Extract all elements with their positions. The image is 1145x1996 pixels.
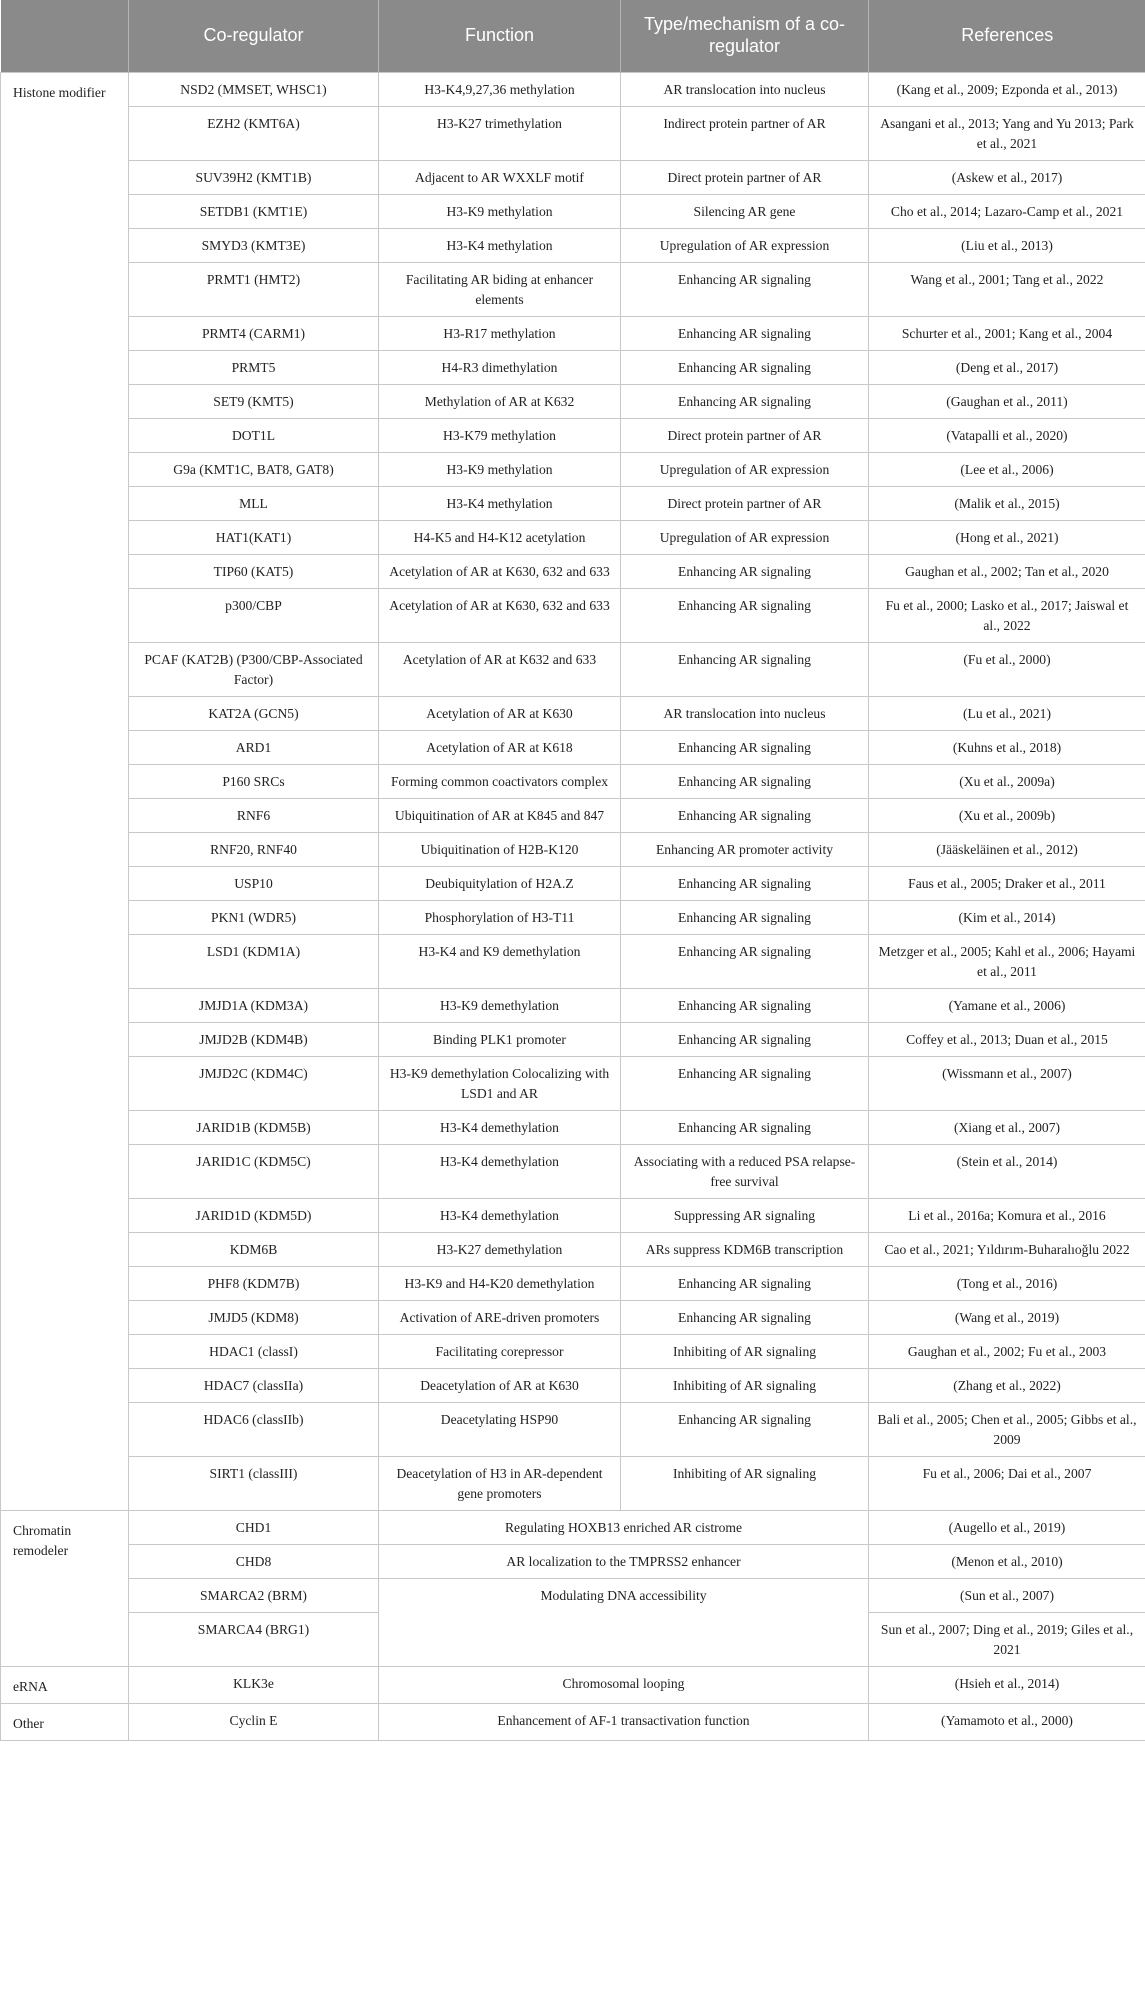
co-regulator-cell: EZH2 (KMT6A) xyxy=(129,107,379,161)
table-row xyxy=(1,867,1145,901)
description-cell: Modulating DNA accessibility xyxy=(379,1579,869,1667)
references-cell: (Menon et al., 2010) xyxy=(869,1545,1145,1579)
header-references: References xyxy=(869,0,1145,73)
co-regulator-cell: JMJD2B (KDM4B) xyxy=(129,1023,379,1057)
type-mechanism-cell: Enhancing AR signaling xyxy=(621,935,869,989)
type-mechanism-cell: Direct protein partner of AR xyxy=(621,419,869,453)
references-cell: Sun et al., 2007; Ding et al., 2019; Giles et al., 2021 xyxy=(869,1613,1145,1667)
function-cell: H3-K4,9,27,36 methylation xyxy=(379,73,621,107)
references-cell: Fu et al., 2006; Dai et al., 2007 xyxy=(869,1457,1145,1511)
type-mechanism-cell: Enhancing AR signaling xyxy=(621,1403,869,1457)
table-row xyxy=(1,989,1145,1023)
table-row xyxy=(1,229,1145,263)
type-mechanism-cell: Enhancing AR signaling xyxy=(621,1267,869,1301)
references-cell: Asangani et al., 2013; Yang and Yu 2013; Park et al., 2021 xyxy=(869,107,1145,161)
references-cell: (Fu et al., 2000) xyxy=(869,643,1145,697)
references-cell: (Xu et al., 2009b) xyxy=(869,799,1145,833)
co-regulator-cell: SMARCA2 (BRM) xyxy=(129,1579,379,1613)
function-cell: Ubiquitination of H2B-K120 xyxy=(379,833,621,867)
function-cell: Facilitating corepressor xyxy=(379,1335,621,1369)
table-row xyxy=(1,1145,1145,1199)
co-regulator-cell: PRMT1 (HMT2) xyxy=(129,263,379,317)
references-cell: Wang et al., 2001; Tang et al., 2022 xyxy=(869,263,1145,317)
co-regulator-cell: CHD8 xyxy=(129,1545,379,1579)
type-mechanism-cell: Enhancing AR signaling xyxy=(621,555,869,589)
table-row xyxy=(1,263,1145,317)
references-cell: (Xu et al., 2009a) xyxy=(869,765,1145,799)
function-cell: Acetylation of AR at K632 and 633 xyxy=(379,643,621,697)
references-cell: (Vatapalli et al., 2020) xyxy=(869,419,1145,453)
table-row xyxy=(1,765,1145,799)
type-mechanism-cell: Associating with a reduced PSA relapse-free survival xyxy=(621,1145,869,1199)
header-co-regulator: Co-regulator xyxy=(129,0,379,73)
type-mechanism-cell: Enhancing AR signaling xyxy=(621,1023,869,1057)
co-regulator-cell: HAT1(KAT1) xyxy=(129,521,379,555)
references-cell: Bali et al., 2005; Chen et al., 2005; Gibbs et al., 2009 xyxy=(869,1403,1145,1457)
co-regulator-cell: NSD2 (MMSET, WHSC1) xyxy=(129,73,379,107)
type-mechanism-cell: Enhancing AR signaling xyxy=(621,989,869,1023)
function-cell: Methylation of AR at K632 xyxy=(379,385,621,419)
header-group xyxy=(1,0,129,73)
co-regulator-cell: PRMT5 xyxy=(129,351,379,385)
type-mechanism-cell: Enhancing AR signaling xyxy=(621,351,869,385)
table-row xyxy=(1,1111,1145,1145)
co-regulator-cell: SETDB1 (KMT1E) xyxy=(129,195,379,229)
co-regulator-cell: G9a (KMT1C, BAT8, GAT8) xyxy=(129,453,379,487)
table-row xyxy=(1,799,1145,833)
function-cell: Forming common coactivators complex xyxy=(379,765,621,799)
co-regulator-cell: PRMT4 (CARM1) xyxy=(129,317,379,351)
type-mechanism-cell: Indirect protein partner of AR xyxy=(621,107,869,161)
table-row xyxy=(1,731,1145,765)
co-regulator-cell: LSD1 (KDM1A) xyxy=(129,935,379,989)
references-cell: (Augello et al., 2019) xyxy=(869,1511,1145,1545)
description-cell: AR localization to the TMPRSS2 enhancer xyxy=(379,1545,869,1579)
function-cell: Acetylation of AR at K630 xyxy=(379,697,621,731)
table-row xyxy=(1,317,1145,351)
co-regulator-cell: HDAC6 (classIIb) xyxy=(129,1403,379,1457)
co-regulator-cell: p300/CBP xyxy=(129,589,379,643)
type-mechanism-cell: Inhibiting of AR signaling xyxy=(621,1457,869,1511)
co-regulator-cell: KLK3e xyxy=(129,1667,379,1704)
table-row xyxy=(1,419,1145,453)
type-mechanism-cell: Enhancing AR signaling xyxy=(621,385,869,419)
co-regulator-cell: PHF8 (KDM7B) xyxy=(129,1267,379,1301)
co-regulator-cell: JMJD1A (KDM3A) xyxy=(129,989,379,1023)
references-cell: (Jääskeläinen et al., 2012) xyxy=(869,833,1145,867)
type-mechanism-cell: Enhancing AR signaling xyxy=(621,867,869,901)
references-cell: (Hsieh et al., 2014) xyxy=(869,1667,1145,1704)
co-regulator-cell: JARID1D (KDM5D) xyxy=(129,1199,379,1233)
type-mechanism-cell: Silencing AR gene xyxy=(621,195,869,229)
type-mechanism-cell: Direct protein partner of AR xyxy=(621,161,869,195)
function-cell: H3-K4 demethylation xyxy=(379,1199,621,1233)
references-cell: (Liu et al., 2013) xyxy=(869,229,1145,263)
references-cell: (Gaughan et al., 2011) xyxy=(869,385,1145,419)
function-cell: Facilitating AR biding at enhancer elements xyxy=(379,263,621,317)
co-regulator-cell: Cyclin E xyxy=(129,1704,379,1741)
co-regulator-cell: KDM6B xyxy=(129,1233,379,1267)
table-row xyxy=(1,73,1145,107)
function-cell: Ubiquitination of AR at K845 and 847 xyxy=(379,799,621,833)
references-cell: (Hong et al., 2021) xyxy=(869,521,1145,555)
table-row xyxy=(1,1457,1145,1511)
table-row xyxy=(1,1704,1145,1741)
type-mechanism-cell: Upregulation of AR expression xyxy=(621,521,869,555)
type-mechanism-cell: Direct protein partner of AR xyxy=(621,487,869,521)
table-row xyxy=(1,1579,1145,1613)
table-row xyxy=(1,1511,1145,1545)
references-cell: Metzger et al., 2005; Kahl et al., 2006; Hayami et al., 2011 xyxy=(869,935,1145,989)
table-row xyxy=(1,833,1145,867)
co-regulator-cell: PCAF (KAT2B) (P300/CBP-Associated Factor) xyxy=(129,643,379,697)
table-row xyxy=(1,589,1145,643)
co-regulator-cell: JMJD2C (KDM4C) xyxy=(129,1057,379,1111)
type-mechanism-cell: ARs suppress KDM6B transcription xyxy=(621,1233,869,1267)
references-cell: (Wang et al., 2019) xyxy=(869,1301,1145,1335)
co-regulator-cell: CHD1 xyxy=(129,1511,379,1545)
references-cell: Cho et al., 2014; Lazaro-Camp et al., 2021 xyxy=(869,195,1145,229)
function-cell: H3-K4 demethylation xyxy=(379,1111,621,1145)
function-cell: Binding PLK1 promoter xyxy=(379,1023,621,1057)
function-cell: Acetylation of AR at K630, 632 and 633 xyxy=(379,589,621,643)
references-cell: (Kuhns et al., 2018) xyxy=(869,731,1145,765)
co-regulator-cell: HDAC1 (classI) xyxy=(129,1335,379,1369)
type-mechanism-cell: Enhancing AR signaling xyxy=(621,1301,869,1335)
function-cell: Deacetylating HSP90 xyxy=(379,1403,621,1457)
co-regulator-cell: TIP60 (KAT5) xyxy=(129,555,379,589)
function-cell: H3-K4 and K9 demethylation xyxy=(379,935,621,989)
table-row xyxy=(1,521,1145,555)
table-row xyxy=(1,453,1145,487)
type-mechanism-cell: Suppressing AR signaling xyxy=(621,1199,869,1233)
function-cell: H3-K9 methylation xyxy=(379,195,621,229)
type-mechanism-cell: Enhancing AR signaling xyxy=(621,1057,869,1111)
table-row xyxy=(1,1233,1145,1267)
references-cell: (Tong et al., 2016) xyxy=(869,1267,1145,1301)
table-row xyxy=(1,901,1145,935)
type-mechanism-cell: Upregulation of AR expression xyxy=(621,453,869,487)
table-row xyxy=(1,1057,1145,1111)
table-row xyxy=(1,643,1145,697)
co-regulator-cell: SMARCA4 (BRG1) xyxy=(129,1613,379,1667)
table-row xyxy=(1,161,1145,195)
type-mechanism-cell: Enhancing AR signaling xyxy=(621,263,869,317)
type-mechanism-cell: Enhancing AR promoter activity xyxy=(621,833,869,867)
references-cell: (Askew et al., 2017) xyxy=(869,161,1145,195)
function-cell: H3-K9 methylation xyxy=(379,453,621,487)
type-mechanism-cell: Inhibiting of AR signaling xyxy=(621,1335,869,1369)
co-regulator-cell: SMYD3 (KMT3E) xyxy=(129,229,379,263)
references-cell: (Kang et al., 2009; Ezponda et al., 2013) xyxy=(869,73,1145,107)
table-row xyxy=(1,1667,1145,1704)
references-cell: (Xiang et al., 2007) xyxy=(869,1111,1145,1145)
references-cell: Fu et al., 2000; Lasko et al., 2017; Jaiswal et al., 2022 xyxy=(869,589,1145,643)
references-cell: (Lu et al., 2021) xyxy=(869,697,1145,731)
type-mechanism-cell: AR translocation into nucleus xyxy=(621,73,869,107)
table-row xyxy=(1,555,1145,589)
type-mechanism-cell: Enhancing AR signaling xyxy=(621,643,869,697)
table-row xyxy=(1,1335,1145,1369)
table-row xyxy=(1,1301,1145,1335)
co-regulator-cell: ARD1 xyxy=(129,731,379,765)
references-cell: (Lee et al., 2006) xyxy=(869,453,1145,487)
co-regulator-cell: PKN1 (WDR5) xyxy=(129,901,379,935)
function-cell: H3-K9 and H4-K20 demethylation xyxy=(379,1267,621,1301)
references-cell: Faus et al., 2005; Draker et al., 2011 xyxy=(869,867,1145,901)
table-row xyxy=(1,1267,1145,1301)
type-mechanism-cell: Enhancing AR signaling xyxy=(621,765,869,799)
co-regulator-cell: SUV39H2 (KMT1B) xyxy=(129,161,379,195)
type-mechanism-cell: Inhibiting of AR signaling xyxy=(621,1369,869,1403)
header-type-mechanism: Type/mechanism of a co-regulator xyxy=(621,0,869,73)
references-cell: (Deng et al., 2017) xyxy=(869,351,1145,385)
table-body xyxy=(1,73,1145,1741)
function-cell: H3-K4 demethylation xyxy=(379,1145,621,1199)
co-regulator-cell: JARID1B (KDM5B) xyxy=(129,1111,379,1145)
function-cell: H3-K4 methylation xyxy=(379,487,621,521)
type-mechanism-cell: Upregulation of AR expression xyxy=(621,229,869,263)
type-mechanism-cell: Enhancing AR signaling xyxy=(621,589,869,643)
table-row xyxy=(1,1023,1145,1057)
function-cell: H3-K9 demethylation Colocalizing with LSD1 and AR xyxy=(379,1057,621,1111)
table-row xyxy=(1,351,1145,385)
table-header-row xyxy=(1,0,1145,73)
type-mechanism-cell: Enhancing AR signaling xyxy=(621,799,869,833)
references-cell: Cao et al., 2021; Yıldırım-Buharalıoğlu 2022 xyxy=(869,1233,1145,1267)
table-row xyxy=(1,107,1145,161)
table-row xyxy=(1,697,1145,731)
description-cell: Regulating HOXB13 enriched AR cistrome xyxy=(379,1511,869,1545)
references-cell: (Yamane et al., 2006) xyxy=(869,989,1145,1023)
co-regulator-cell: KAT2A (GCN5) xyxy=(129,697,379,731)
description-cell: Enhancement of AF-1 transactivation function xyxy=(379,1704,869,1741)
function-cell: Deacetylation of AR at K630 xyxy=(379,1369,621,1403)
function-cell: Phosphorylation of H3-T11 xyxy=(379,901,621,935)
co-regulator-cell: RNF6 xyxy=(129,799,379,833)
header-function: Function xyxy=(379,0,621,73)
function-cell: H3-K4 methylation xyxy=(379,229,621,263)
group-label-other: Other xyxy=(1,1704,129,1741)
table-row xyxy=(1,935,1145,989)
type-mechanism-cell: AR translocation into nucleus xyxy=(621,697,869,731)
type-mechanism-cell: Enhancing AR signaling xyxy=(621,1111,869,1145)
co-regulator-cell: USP10 xyxy=(129,867,379,901)
function-cell: Deacetylation of H3 in AR-dependent gene promoters xyxy=(379,1457,621,1511)
references-cell: Gaughan et al., 2002; Tan et al., 2020 xyxy=(869,555,1145,589)
function-cell: H3-K27 demethylation xyxy=(379,1233,621,1267)
function-cell: Acetylation of AR at K630, 632 and 633 xyxy=(379,555,621,589)
co-regulator-cell: P160 SRCs xyxy=(129,765,379,799)
function-cell: Deubiquitylation of H2A.Z xyxy=(379,867,621,901)
type-mechanism-cell: Enhancing AR signaling xyxy=(621,317,869,351)
references-cell: (Stein et al., 2014) xyxy=(869,1145,1145,1199)
function-cell: H3-K27 trimethylation xyxy=(379,107,621,161)
co-regulator-cell: RNF20, RNF40 xyxy=(129,833,379,867)
table-row xyxy=(1,195,1145,229)
co-regulator-cell: SIRT1 (classIII) xyxy=(129,1457,379,1511)
table-row xyxy=(1,487,1145,521)
references-cell: (Zhang et al., 2022) xyxy=(869,1369,1145,1403)
table-row xyxy=(1,385,1145,419)
references-cell: Gaughan et al., 2002; Fu et al., 2003 xyxy=(869,1335,1145,1369)
table-row xyxy=(1,1199,1145,1233)
references-cell: (Sun et al., 2007) xyxy=(869,1579,1145,1613)
function-cell: Activation of ARE-driven promoters xyxy=(379,1301,621,1335)
references-cell: Li et al., 2016a; Komura et al., 2016 xyxy=(869,1199,1145,1233)
references-cell: (Wissmann et al., 2007) xyxy=(869,1057,1145,1111)
references-cell: Coffey et al., 2013; Duan et al., 2015 xyxy=(869,1023,1145,1057)
co-regulator-cell: HDAC7 (classIIa) xyxy=(129,1369,379,1403)
type-mechanism-cell: Enhancing AR signaling xyxy=(621,731,869,765)
table-row xyxy=(1,1403,1145,1457)
references-cell: (Kim et al., 2014) xyxy=(869,901,1145,935)
co-regulator-cell: JARID1C (KDM5C) xyxy=(129,1145,379,1199)
co-regulator-cell: MLL xyxy=(129,487,379,521)
group-label-erna: eRNA xyxy=(1,1667,129,1704)
description-cell: Chromosomal looping xyxy=(379,1667,869,1704)
table-row xyxy=(1,1369,1145,1403)
function-cell: H3-K9 demethylation xyxy=(379,989,621,1023)
co-regulator-cell: JMJD5 (KDM8) xyxy=(129,1301,379,1335)
co-regulator-cell: DOT1L xyxy=(129,419,379,453)
references-cell: (Malik et al., 2015) xyxy=(869,487,1145,521)
table-row xyxy=(1,1545,1145,1579)
function-cell: H4-R3 dimethylation xyxy=(379,351,621,385)
co-regulator-cell: SET9 (KMT5) xyxy=(129,385,379,419)
function-cell: H4-K5 and H4-K12 acetylation xyxy=(379,521,621,555)
function-cell: H3-K79 methylation xyxy=(379,419,621,453)
references-cell: Schurter et al., 2001; Kang et al., 2004 xyxy=(869,317,1145,351)
function-cell: H3-R17 methylation xyxy=(379,317,621,351)
type-mechanism-cell: Enhancing AR signaling xyxy=(621,901,869,935)
references-cell: (Yamamoto et al., 2000) xyxy=(869,1704,1145,1741)
function-cell: Adjacent to AR WXXLF motif xyxy=(379,161,621,195)
group-label-histone-modifier: Histone modifier xyxy=(1,73,129,1511)
function-cell: Acetylation of AR at K618 xyxy=(379,731,621,765)
group-label-chromatin-remodeler: Chromatin remodeler xyxy=(1,1511,129,1667)
